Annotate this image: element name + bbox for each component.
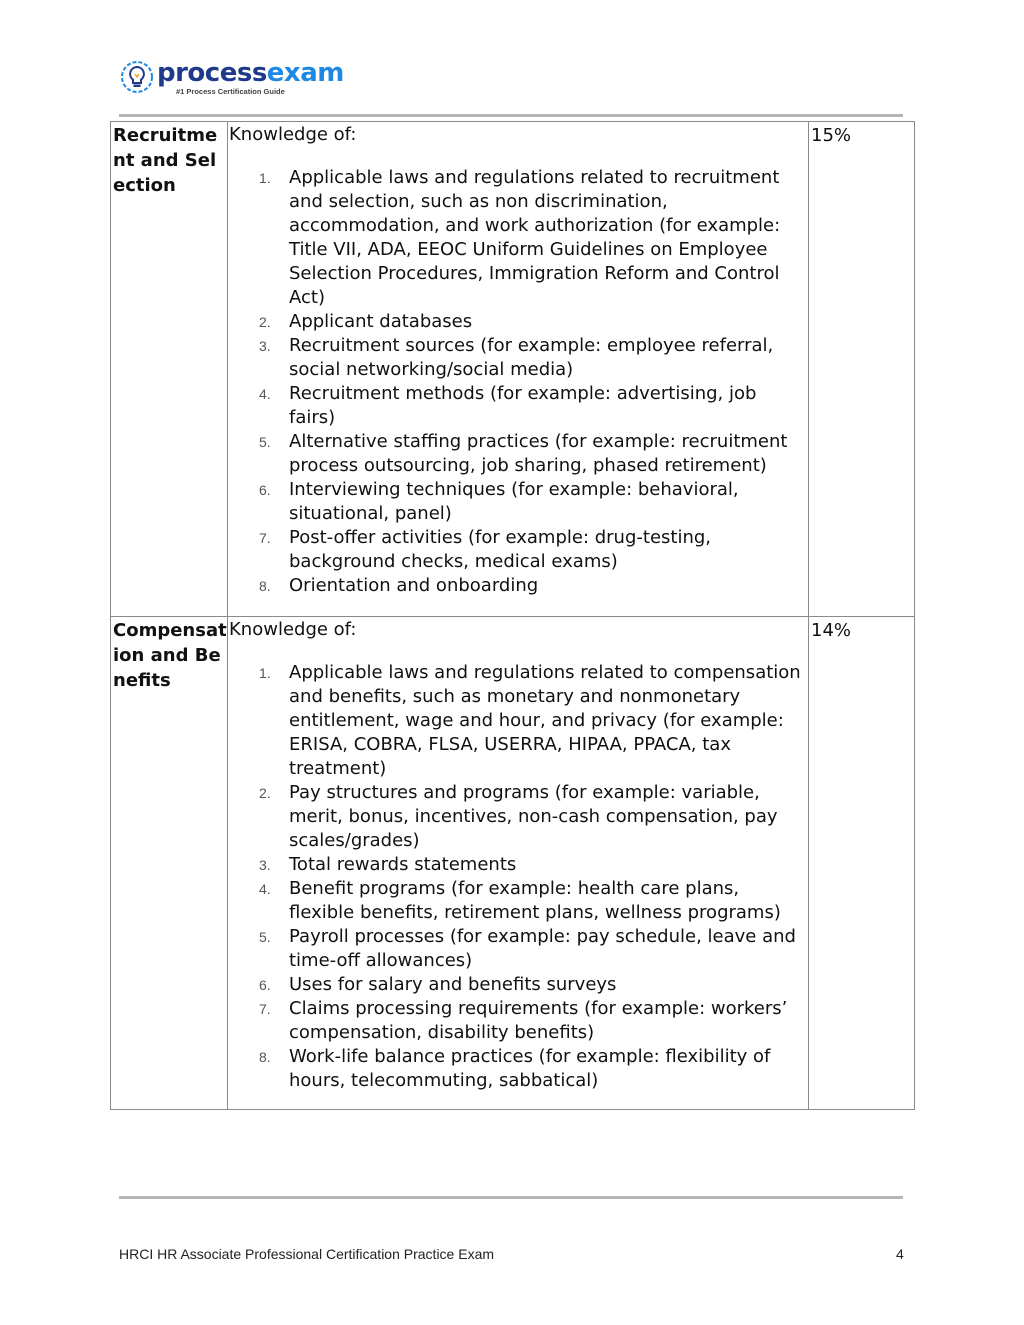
knowledge-list xyxy=(229,166,802,598)
footer-divider xyxy=(119,1196,903,1199)
item-number: 7. xyxy=(259,530,271,546)
item-number: 2. xyxy=(259,785,271,801)
item-text: Applicable laws and regulations related to recruitment and selection, such as non discrimination, accommodation, and work authorization (for example: Title VII, ADA, EEOC Uniform Guidelines on Employee Selection Procedures, Immigration Reform and Control Act) xyxy=(289,167,781,308)
item-number: 5. xyxy=(259,434,271,450)
item-number: 8. xyxy=(259,578,271,594)
table-row xyxy=(111,617,915,1110)
logo-wordmark: processexam xyxy=(157,58,344,88)
list-item xyxy=(229,310,802,334)
item-number: 8. xyxy=(259,1049,271,1065)
item-text: Pay structures and programs (for example: variable, merit, bonus, incentives, non-cash compensation, pay scales/grades) xyxy=(289,782,778,851)
exam-domain-table xyxy=(110,121,915,1110)
item-text: Work-life balance practices (for example: flexibility of hours, telecommuting, sabbatical) xyxy=(289,1046,771,1091)
knowledge-lead: Knowledge of: xyxy=(229,619,357,640)
list-item xyxy=(229,973,802,997)
logo-tagline: #1 Process Certification Guide xyxy=(176,87,285,96)
list-item xyxy=(229,781,802,853)
knowledge-list xyxy=(229,661,802,1093)
domain-weight: 14% xyxy=(811,620,852,641)
item-number: 6. xyxy=(259,482,271,498)
list-item xyxy=(229,877,802,925)
item-text: Benefit programs (for example: health care plans, flexible benefits, retirement plans, wellness programs) xyxy=(289,878,781,923)
list-item xyxy=(229,526,802,574)
header-divider xyxy=(119,114,903,117)
knowledge-cell xyxy=(228,122,809,617)
item-text: Alternative staffing practices (for example: recruitment process outsourcing, job sharing, phased retirement) xyxy=(289,431,788,476)
item-text: Uses for salary and benefits surveys xyxy=(289,974,617,995)
item-text: Applicant databases xyxy=(289,311,473,332)
knowledge-cell xyxy=(228,617,809,1110)
item-number: 3. xyxy=(259,338,271,354)
item-text: Post-offer activities (for example: drug-testing, background checks, medical exams) xyxy=(289,527,712,572)
weight-cell xyxy=(809,617,915,1110)
domain-name: Recruitment and Selection xyxy=(113,125,218,196)
domain-cell xyxy=(111,122,228,617)
item-text: Payroll processes (for example: pay schedule, leave and time-off allowances) xyxy=(289,926,796,971)
page-number: 4 xyxy=(896,1246,904,1262)
item-number: 4. xyxy=(259,386,271,402)
item-text: Total rewards statements xyxy=(289,854,517,875)
list-item xyxy=(229,1045,802,1093)
list-item xyxy=(229,925,802,973)
list-item xyxy=(229,574,802,598)
domain-cell xyxy=(111,617,228,1110)
item-number: 2. xyxy=(259,314,271,330)
table-row xyxy=(111,122,915,617)
item-text: Applicable laws and regulations related to compensation and benefits, such as monetary and nonmonetary entitlement, wage and hour, and privacy (for example: ERISA, COBRA, FLSA, USERRA, HIPAA, PPACA, tax treatment) xyxy=(289,662,801,779)
item-number: 4. xyxy=(259,881,271,897)
item-text: Claims processing requirements (for example: workers’ compensation, disability benefits) xyxy=(289,998,788,1043)
processexam-logo xyxy=(120,58,420,100)
list-item xyxy=(229,382,802,430)
list-item xyxy=(229,166,802,310)
list-item xyxy=(229,661,802,781)
item-text: Recruitment sources (for example: employee referral, social networking/social media) xyxy=(289,335,774,380)
list-item xyxy=(229,430,802,478)
item-number: 6. xyxy=(259,977,271,993)
item-number: 1. xyxy=(259,665,271,681)
list-item xyxy=(229,997,802,1045)
item-number: 3. xyxy=(259,857,271,873)
domain-weight: 15% xyxy=(811,125,852,146)
list-item xyxy=(229,853,802,877)
item-text: Interviewing techniques (for example: behavioral, situational, panel) xyxy=(289,479,739,524)
knowledge-lead: Knowledge of: xyxy=(229,124,357,145)
item-text: Recruitment methods (for example: advertising, job fairs) xyxy=(289,383,757,428)
list-item xyxy=(229,478,802,526)
lightbulb-gear-icon xyxy=(120,60,154,94)
item-number: 5. xyxy=(259,929,271,945)
weight-cell xyxy=(809,122,915,617)
item-text: Orientation and onboarding xyxy=(289,575,539,596)
item-number: 7. xyxy=(259,1001,271,1017)
footer-title: HRCI HR Associate Professional Certification Practice Exam xyxy=(119,1246,495,1262)
item-number: 1. xyxy=(259,170,271,186)
list-item xyxy=(229,334,802,382)
domain-name: Compensation and Benefits xyxy=(113,620,227,691)
